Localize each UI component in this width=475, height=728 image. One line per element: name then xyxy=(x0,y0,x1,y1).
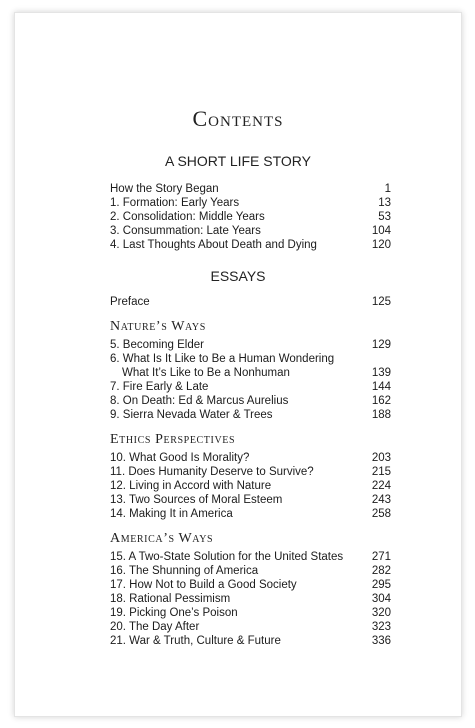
toc-entry-page: 258 xyxy=(371,508,391,520)
toc-entry xyxy=(110,352,391,366)
toc-entry-page: 203 xyxy=(371,452,391,464)
toc-entry-page: 104 xyxy=(371,225,391,237)
toc-entry-title: 3. Consummation: Late Years xyxy=(110,225,261,237)
toc-entry-title: 9. Sierra Nevada Water & Trees xyxy=(110,409,273,421)
toc-entry xyxy=(110,592,391,606)
toc-entry xyxy=(110,338,391,352)
toc-entry xyxy=(110,634,391,648)
toc-entry-page: 271 xyxy=(371,551,391,563)
toc-entry-page: 53 xyxy=(378,211,391,223)
toc-entry-page: 224 xyxy=(371,480,391,492)
toc-entry-page: 282 xyxy=(371,565,391,577)
toc-entry-page: 188 xyxy=(371,409,391,421)
toc-entry-title: 12. Living in Accord with Nature xyxy=(110,480,272,492)
toc-entry-page: 295 xyxy=(371,579,391,591)
toc-entry-title: 16. The Shunning of America xyxy=(110,565,259,577)
part-heading-life-story: A SHORT LIFE STORY xyxy=(164,153,311,169)
toc-entry-title: 6. What Is It Like to Be a Human Wondering xyxy=(110,353,335,365)
toc-entry-title: 20. The Day After xyxy=(110,621,200,633)
toc-entry-title: 11. Does Humanity Deserve to Survive? xyxy=(110,466,314,478)
toc-entry-page: 144 xyxy=(371,381,391,393)
toc-entry xyxy=(110,493,391,507)
toc-entry-title: 5. Becoming Elder xyxy=(110,339,204,351)
toc-entry-page: 323 xyxy=(371,621,391,633)
toc-entry-page: 304 xyxy=(371,593,391,605)
toc-entry-continuation xyxy=(110,366,391,380)
book-page xyxy=(14,12,462,717)
toc-entry-page: 336 xyxy=(371,635,391,647)
toc-entry-title: 13. Two Sources of Moral Esteem xyxy=(110,494,283,506)
toc-entry-title: 2. Consolidation: Middle Years xyxy=(110,211,265,223)
toc-entry xyxy=(110,564,391,578)
toc-entry-title: 1. Formation: Early Years xyxy=(110,197,240,209)
toc-entry-page: 1 xyxy=(384,183,391,195)
toc-entry-title: 18. Rational Pessimism xyxy=(110,593,231,605)
toc-entry xyxy=(110,238,391,252)
toc-entry-title: 21. War & Truth, Culture & Future xyxy=(110,635,281,647)
toc-entry-page: 13 xyxy=(378,197,391,209)
toc-entry xyxy=(110,479,391,493)
toc-entry xyxy=(110,550,391,564)
toc-entry-title: 4. Last Thoughts About Death and Dying xyxy=(110,239,317,251)
toc-entry-page: 215 xyxy=(371,466,391,478)
toc-entry-title: How the Story Began xyxy=(110,183,219,195)
toc-entry xyxy=(110,380,391,394)
toc-entry-page: 125 xyxy=(371,296,391,308)
toc-entry-title: What It’s Like to Be a Nonhuman xyxy=(122,367,290,379)
toc-entry-title: 19. Picking One’s Poison xyxy=(110,607,238,619)
toc-entry-title: 7. Fire Early & Late xyxy=(110,381,209,393)
toc-entry-title: Preface xyxy=(110,296,150,308)
toc-entry xyxy=(110,224,391,238)
toc-entry xyxy=(110,408,391,422)
toc-entry-title: 8. On Death: Ed & Marcus Aurelius xyxy=(110,395,289,407)
toc-entry-title: 17. How Not to Build a Good Society xyxy=(110,579,297,591)
toc-entry xyxy=(110,465,391,479)
toc-entry xyxy=(110,196,391,210)
section-heading-natures-ways: Nature’s Ways xyxy=(110,319,206,334)
toc-entry-page: 162 xyxy=(371,395,391,407)
toc-entry xyxy=(110,182,391,196)
toc-entry xyxy=(110,451,391,465)
toc-entry xyxy=(110,507,391,521)
toc-entry-page: 320 xyxy=(371,607,391,619)
toc-entry xyxy=(110,210,391,224)
section-heading-ethics-perspectives: Ethics Perspectives xyxy=(110,432,236,447)
toc-entry xyxy=(110,578,391,592)
toc-entry-page: 129 xyxy=(371,339,391,351)
toc-entry-title: 14. Making It in America xyxy=(110,508,233,520)
toc-entry xyxy=(110,606,391,620)
toc-entry-title: 10. What Good Is Morality? xyxy=(110,452,250,464)
part-heading-essays: ESSAYS xyxy=(210,268,266,284)
toc-entry-title: 15. A Two-State Solution for the United States xyxy=(110,551,344,563)
toc-entry-page: 139 xyxy=(371,367,391,379)
toc-entry-page: 120 xyxy=(371,239,391,251)
section-heading-americas-ways: America’s Ways xyxy=(110,531,214,546)
toc-entry xyxy=(110,620,391,634)
toc-entry xyxy=(110,394,391,408)
toc-entry xyxy=(110,295,391,309)
contents-title: Contents xyxy=(192,106,284,131)
toc-entry-page: 243 xyxy=(371,494,391,506)
